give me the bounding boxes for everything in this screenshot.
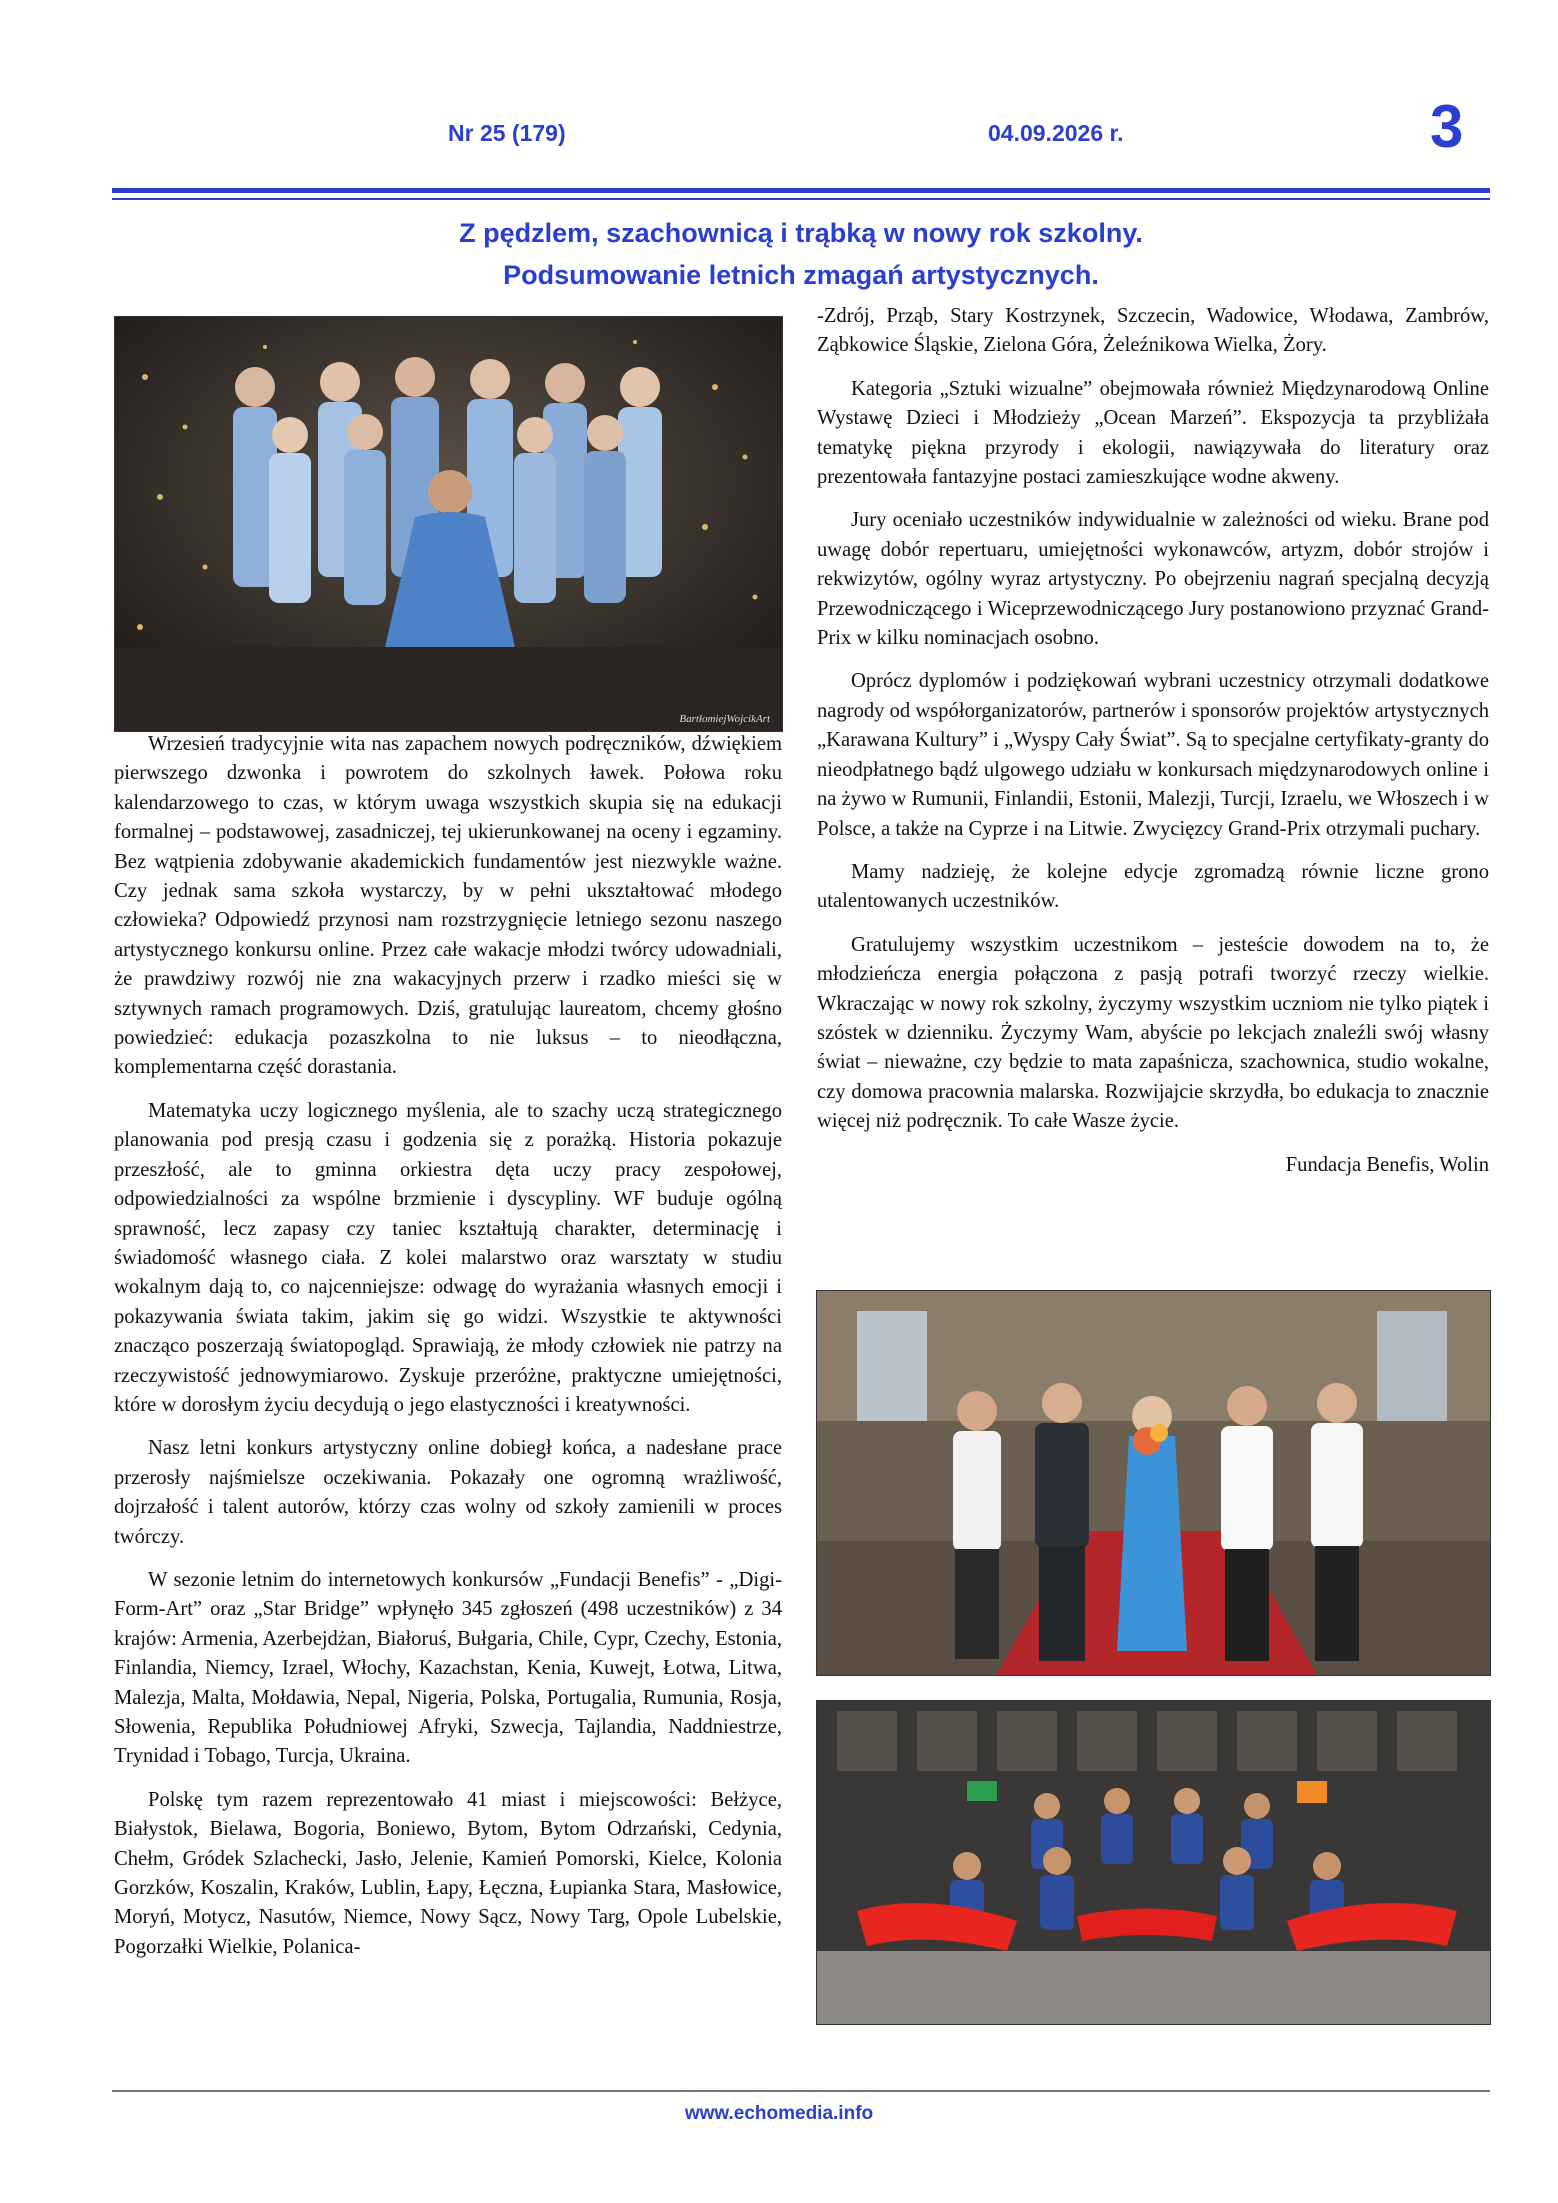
photo-watermark: BartłomiejWojcikArt xyxy=(679,713,770,725)
musicians-photo xyxy=(816,1290,1491,1676)
right-column xyxy=(817,302,1489,1194)
paragraph: Gratulujemy wszystkim uczestnikom – jesteście dowodem na to, że młodzieńcza energia połączona z pasją potrafi tworzyć rzeczy wielkie. Wkraczając w nowy rok szkolny, życzymy wszystkim uczniom nie tylko piątek i szóstek w dzienniku. Życzymy Wam, abyście po lekcjach znaleźli swój własny świat – nieważne, czy będzie to mata zapaśnicza, szachownica, studio wokalne, czy domowa pracownia malarska. Rozwijajcie skrzydła, bo edukacja to znacznie więcej niż podręcznik. To całe Wasze życie. xyxy=(817,933,1489,1133)
paragraph: Kategoria „Sztuki wizualne” obejmowała również Międzynarodową Online Wystawę Dzieci i Młodzieży „Ocean Marzeń”. Ekspozycja ta przybliżała tematykę piękna przyrody i ekologii, nawiązywała do literatury oraz prezentowała fantazyjne postaci zamieszkujące wodne akweny. xyxy=(817,377,1489,489)
paragraph: Oprócz dyplomów i podziękowań wybrani uczestnicy otrzymali dodatkowe nagrody od współorganizatorów, partnerów i sponsorów projektów artystycznych „Karawana Kultury” i „Wyspy Cały Świat”. Są to specjalne certyfikaty-granty do nieodpłatnego bądź ulgowego udziału w konkursach międzynarodowych online i na żywo w Rumunii, Finlandii, Estonii, Malezji, Turcji, Izraelu, we Włoszech i w Polsce, a także na Cyprze i na Litwie. Zwycięzcy Grand-Prix otrzymali puchary. xyxy=(817,670,1490,840)
issue-number: Nr 25 (179) xyxy=(448,120,566,146)
dance-group-photo xyxy=(816,1700,1491,2025)
paragraph: Polskę tym razem reprezentowało 41 miast i miejscowości: Bełżyce, Białystok, Bielawa, Bogoria, Boniewo, Bytom, Bytom Odrzański, Cedynia, Chełm, Gródek Szlachecki, Jasło, Jelenie, Kamień Pomorski, Kielce, Kolonia Gorzków, Koszalin, Kraków, Lublin, Łapy, Łęczna, Łupianka Stara, Masłowice, Moryń, Motycz, Nasutów, Niemce, Nowy Sącz, Nowy Targ, Opole Lubelskie, Pogorzałki Wielkie, Polanica- xyxy=(114,1788,782,1958)
paragraph: Wrzesień tradycyjnie wita nas zapachem nowych podręczników, dźwiękiem pierwszego dzwonka i powrotem do szkolnych ławek. Połowa roku kalendarzowego to czas, w którym uwaga wszystkich skupia się na edukacji formalnej – podstawowej, zasadniczej, tej ukierunkowanej na oceny i egzaminy. Bez wątpienia zdobywanie akademickich fundamentów jest niezwykle ważne. Czy jednak sama szkoła wystarczy, by w pełni ukształtować młodego człowieka? Odpowiedź przynosi nam rozstrzygnięcie letniego sezonu naszego artystycznego konkursu online. Przez całe wakacje młodzi twórcy udowadniali, że prawdziwy rozwój nie zna wakacyjnych przerw i rzadko mieści się w sztywnych ramach programowych. Dziś, gratulując laureatom, chcemy głośno powiedzieć: edukacja pozaszkolna to nie luksus – to nieodłączna, komplementarna część dorastania. xyxy=(114,733,782,1079)
group-photo-girls xyxy=(114,316,783,732)
paragraph: W sezonie letnim do internetowych konkursów „Fundacji Benefis” - „Digi-Form-Art” oraz „Star Bridge” wpłynęło 345 zgłoszeń (498 uczestników) z 34 krajów: Armenia, Azerbejdżan, Białoruś, Bułgaria, Chile, Cypr, Czechy, Estonia, Finlandia, Niemcy, Izrael, Włochy, Kazachstan, Kenia, Kuwejt, Łotwa, Litwa, Malezja, Malta, Mołdawia, Nepal, Nigeria, Polska, Portugalia, Rumunia, Rosja, Słowenia, Republika Południowej Afryki, Szwecja, Tajlandia, Naddniestrze, Trynidad i Tobago, Turcja, Ukraina. xyxy=(114,1568,782,1768)
paragraph: Mamy nadzieję, że kolejne edycje zgromadzą równie liczne grono utalentowanych uczestników. xyxy=(817,860,1489,913)
footer-url[interactable]: www.echomedia.info xyxy=(684,2103,874,2124)
issue-date: 04.09.2026 r. xyxy=(988,120,1124,146)
headline-line-2: Podsumowanie letnich zmagań artystycznych. xyxy=(503,260,1099,290)
paragraph: Nasz letni konkurs artystyczny online dobiegł końca, a nadesłane prace przerosły najśmielsze oczekiwania. Pokazały one ogromną wrażliwość, dojrzałość i talent autorów, którzy czas wolny od szkoły zamienili w proces twórczy. xyxy=(114,1437,782,1548)
paragraph: Jury oceniało uczestników indywidualnie w zależności od wieku. Brane pod uwagę dobór repertuaru, umiejętności wykonawców, artyzm, dobór strojów i rekwizytów, ogólny wyraz artystyczny. Po obejrzeniu nagrań specjalną decyzją Przewodniczącego i Wiceprzewodniczącego Jury postanowiono przyznać Grand-Prix w kilku nominacjach osobno. xyxy=(817,509,1489,650)
paragraph-continuation: -Zdrój, Prząb, Stary Kostrzynek, Szczecin, Wadowice, Włodawa, Zambrów, Ząbkowice Śląskie, Zielona Góra, Żeleźnikowa Wielka, Żory. xyxy=(817,305,1489,357)
headline-line-1: Z pędzlem, szachownicą i trąbką w nowy rok szkolny. xyxy=(459,218,1143,248)
page-number: 3 xyxy=(1430,93,1464,160)
footer-rule xyxy=(112,2090,1490,2092)
article-headline xyxy=(112,212,1490,296)
header-rule-thin xyxy=(112,198,1490,200)
header-rule-thick xyxy=(112,188,1490,193)
paragraph: Matematyka uczy logicznego myślenia, ale to szachy uczą strategicznego planowania pod presją czasu i godzenia się z porażką. Historia pokazuje przeszłość, ale to gminna orkiestra dęta uczy pracy zespołowej, odpowiedzialności za wspólne brzmienie i dyscypliny. WF buduje ogólną sprawność, lecz zapasy czy taniec kształtują charakter, determinację i świadomość własnego ciała. Z kolei malarstwo oraz warsztaty w studiu wokalnym dają to, co najcenniejsze: odwagę do wyrażania własnych emocji i pokazywania świata takim, jakim się go widzi. Wszystkie te aktywności znacząco poszerzają światopogląd. Sprawiają, że młody człowiek nie patrzy na rzeczywistość jednowymiarowo. Zyskuje przeróżne, praktyczne umiejętności, które w dorosłym życiu decydują o jego elastyczności i kreatywności. xyxy=(114,1099,782,1416)
left-column xyxy=(114,730,782,1976)
article-signature: Fundacja Benefis, Wolin xyxy=(1285,1153,1489,1176)
